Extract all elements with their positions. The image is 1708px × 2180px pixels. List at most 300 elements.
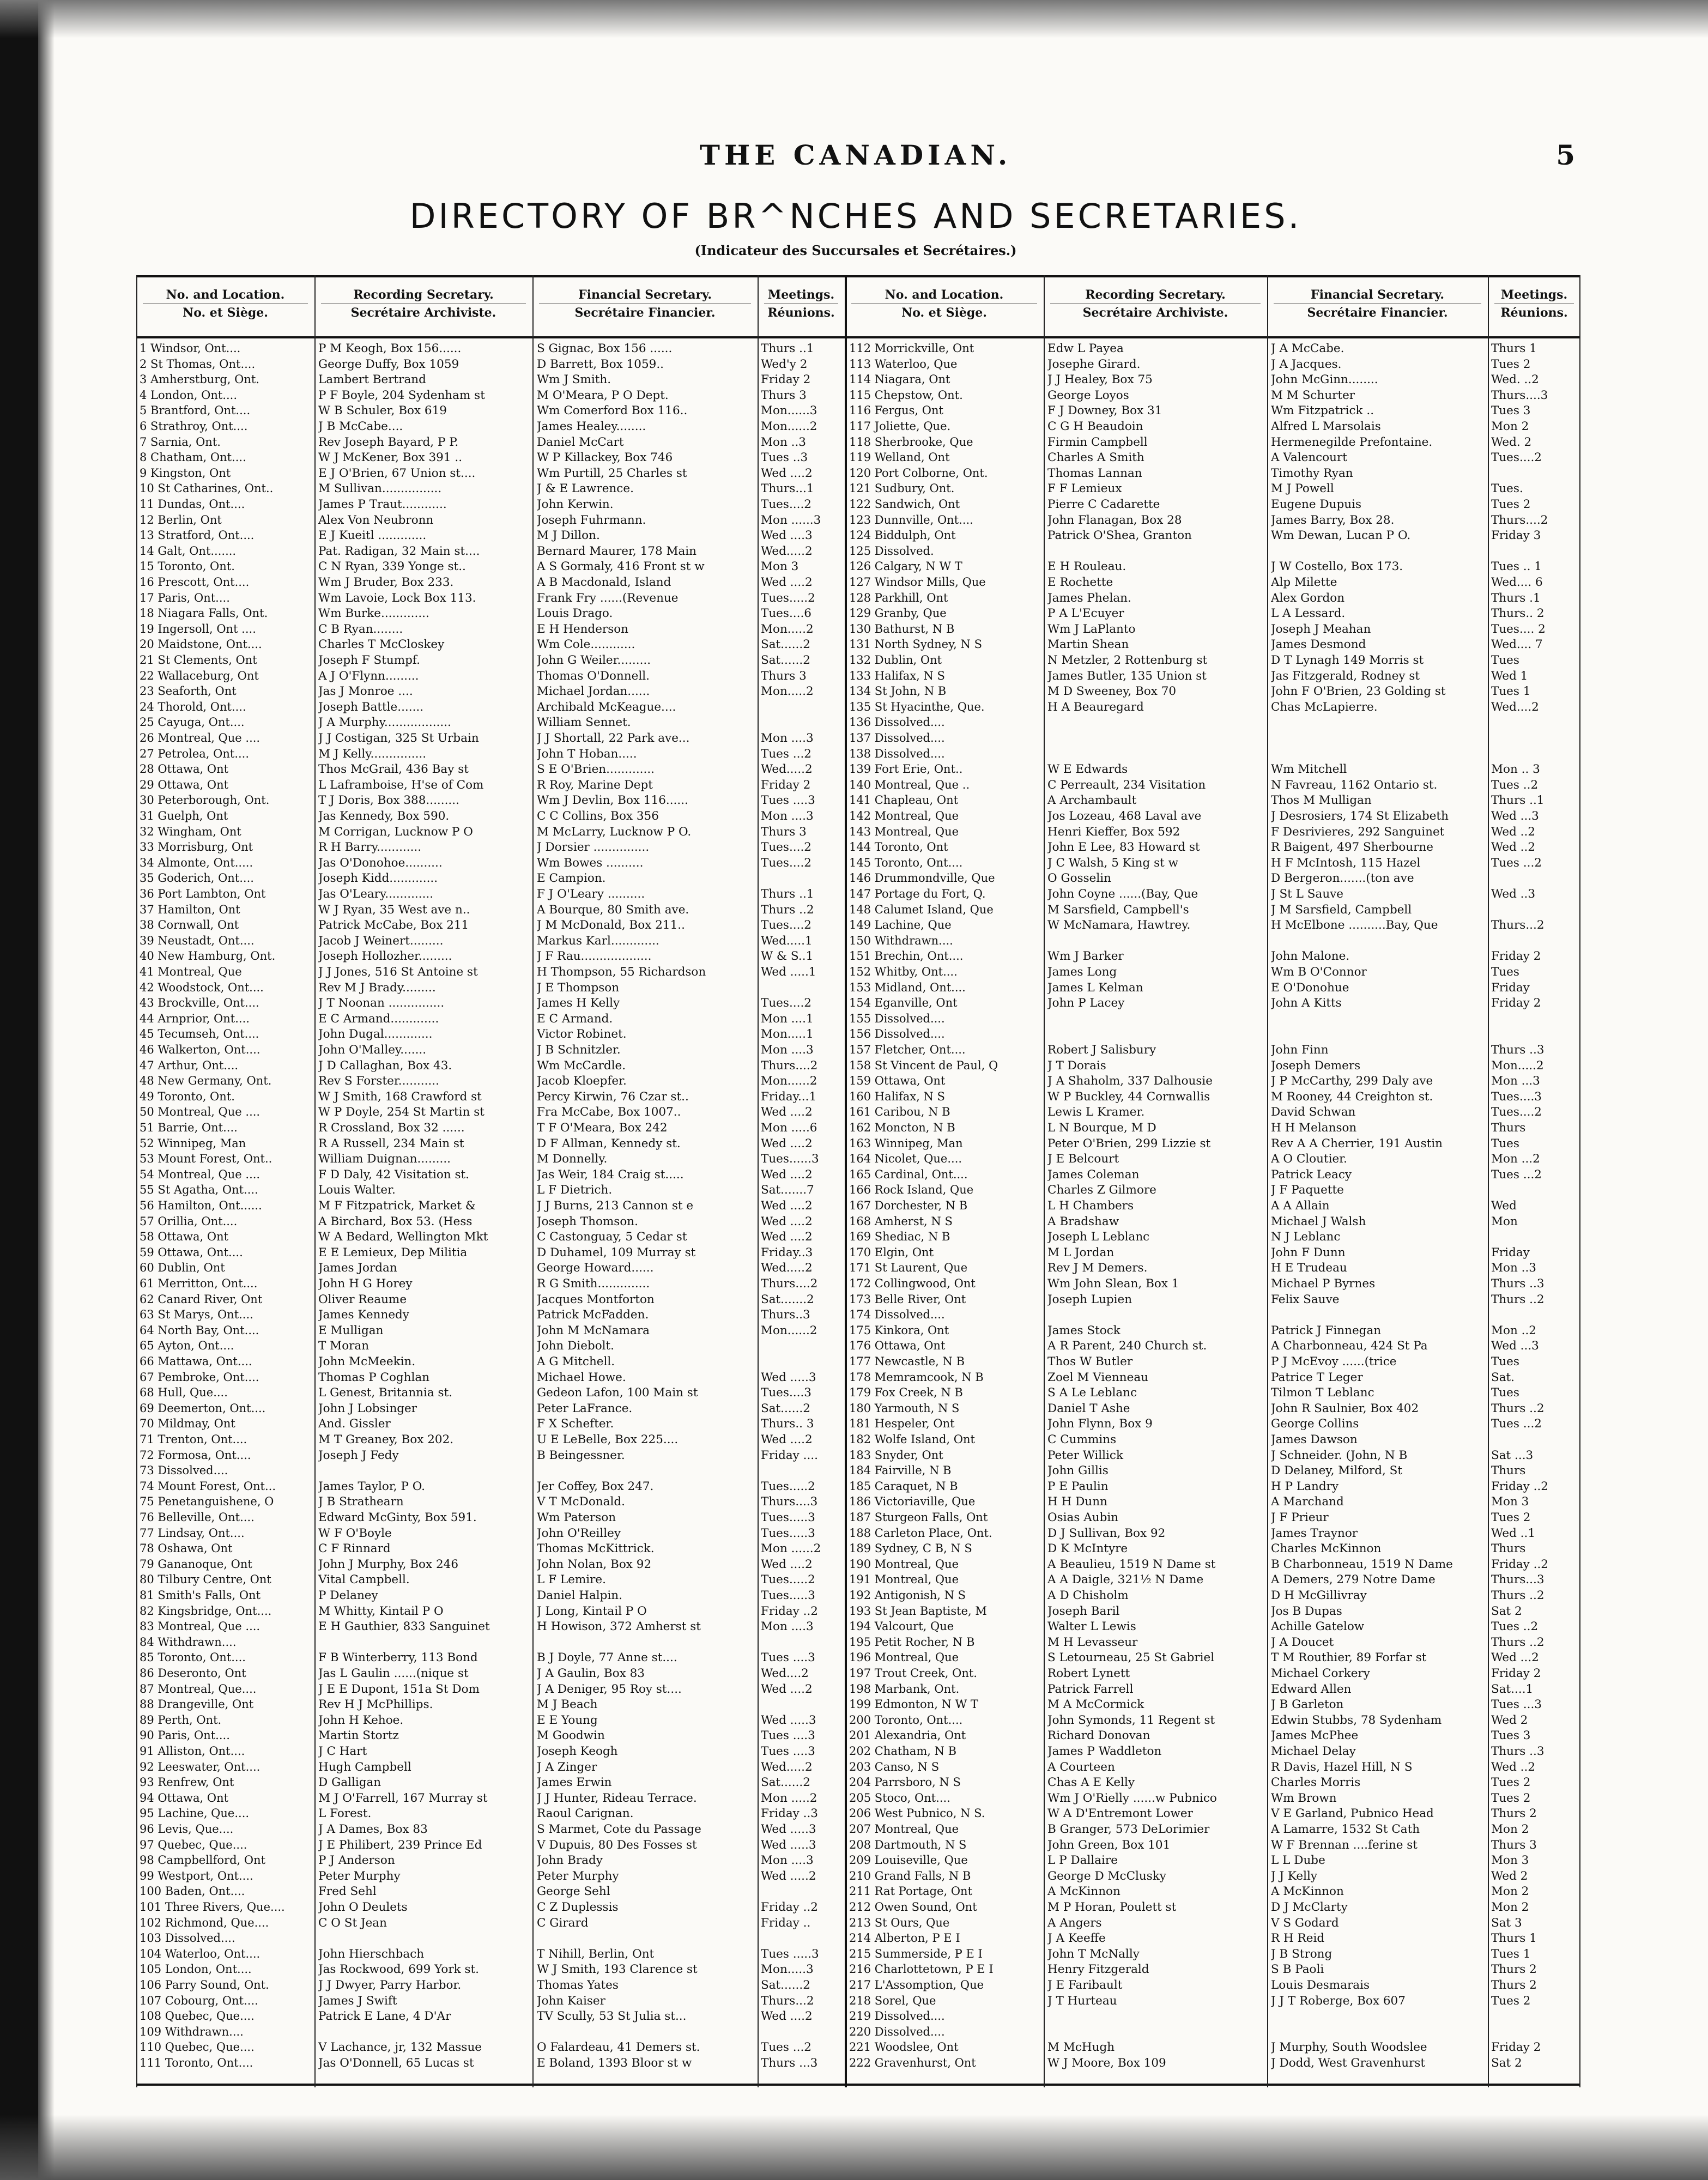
branch-location: 123 Dunnville, Ont....: [849, 513, 973, 526]
recording-secretary: John Symonds, 11 Regent st: [1047, 1713, 1215, 1727]
financial-secretary: P J McEvoy ......(trice: [1271, 1355, 1397, 1368]
recording-secretary: O Gosselin: [1047, 871, 1111, 886]
branch-location: 119 Welland, Ont: [849, 451, 950, 464]
recording-secretary: Henri Kieffer, Box 592: [1047, 825, 1180, 839]
branch-row-right: [136, 341, 1580, 356]
branch-location: 48 New Germany, Ont.: [140, 1074, 272, 1088]
meeting-day: Mon ..3: [1491, 1261, 1536, 1275]
branch-location: 112 Morrickville, Ont: [849, 342, 974, 355]
branch-row-right: [136, 1790, 1580, 1806]
financial-secretary: H F McIntosh, 115 Hazel: [1271, 856, 1421, 870]
meeting-day: Tues.....3: [761, 1526, 815, 1540]
header-fr: Secrétaire Archiviste.: [1082, 306, 1228, 320]
branch-location: 67 Pembroke, Ont....: [140, 1370, 259, 1384]
branch-location: 216 Charlottetown, P E I: [849, 1963, 994, 1976]
branch-location: 109 Withdrawn....: [140, 2025, 244, 2038]
meeting-day: Thurs 2: [1491, 1963, 1537, 1977]
financial-secretary: Daniel Halpin.: [537, 1589, 622, 1602]
meeting-day: Thurs ..2: [1491, 1292, 1545, 1306]
branch-location: 106 Parry Sound, Ont.: [140, 1978, 269, 1991]
financial-secretary: S Marmet, Cote du Passage: [537, 1822, 701, 1836]
meeting-day: Wed .....3: [761, 1822, 816, 1836]
recording-secretary: A Archambault: [1047, 794, 1137, 808]
financial-secretary: E C Armand.: [537, 1012, 613, 1026]
financial-secretary: L L Dube: [1271, 1854, 1325, 1868]
branch-location: 162 Moncton, N B: [849, 1121, 955, 1134]
branch-row-right: [136, 1743, 1580, 1759]
recording-secretary: James Butler, 135 Union st: [1047, 669, 1207, 683]
branch-location: 66 Mattawa, Ont....: [140, 1355, 252, 1368]
branch-location: 192 Antigonish, N S: [849, 1589, 966, 1602]
financial-secretary: Joseph Demers: [1271, 1058, 1361, 1073]
branch-location: 50 Montreal, Que ....: [140, 1105, 261, 1119]
meeting-day: Tues ....3: [761, 1745, 815, 1758]
recording-secretary: Louis Walter.: [318, 1183, 396, 1197]
financial-secretary: R Roy, Marine Dept: [537, 778, 653, 792]
financial-secretary: T M Routhier, 89 Forfar st: [1271, 1651, 1427, 1665]
financial-secretary: Bernard Maurer, 178 Main: [537, 544, 697, 558]
branch-row-right: [136, 902, 1580, 918]
recording-secretary: John Dugal.............: [318, 1027, 433, 1041]
meeting-day: Tues....2: [1491, 1105, 1542, 1119]
recording-secretary: W F O'Boyle: [318, 1526, 392, 1540]
recording-secretary: J E Belcourt: [1047, 1152, 1119, 1166]
meeting-day: Wed ....2: [761, 1214, 813, 1228]
branch-location: 146 Drummondville, Que: [849, 871, 995, 885]
meeting-day: Wed.....2: [761, 544, 813, 558]
meeting-day: Wed.....2: [761, 762, 813, 777]
recording-secretary: Fred Sehl: [318, 1885, 377, 1899]
branch-location: 24 Thorold, Ont....: [140, 700, 246, 713]
financial-secretary: Patrick Leacy: [1271, 1167, 1352, 1182]
branch-location: 100 Baden, Ont....: [140, 1885, 245, 1898]
recording-secretary: James J Swift: [318, 1994, 397, 2008]
meeting-day: Wed ....2: [761, 1557, 813, 1571]
recording-secretary: Richard Donovan: [1047, 1729, 1150, 1743]
meeting-day: Mon .....2: [761, 1791, 817, 1805]
meeting-day: Mon ......3: [761, 513, 821, 527]
meeting-day: Mon......2: [761, 1074, 817, 1088]
branch-location: 79 Gananoque, Ont: [140, 1557, 252, 1571]
recording-secretary: Osias Aubin: [1047, 1511, 1119, 1524]
branch-row-right: [136, 714, 1580, 730]
financial-secretary: Patrick McFadden.: [537, 1308, 649, 1322]
header-en: Meetings.: [1494, 286, 1574, 304]
branch-row-right: [136, 1541, 1580, 1557]
meeting-day: Wed ....2: [761, 1682, 813, 1696]
recording-secretary: L H Chambers: [1047, 1199, 1134, 1213]
meeting-day: Mon 2: [1491, 420, 1529, 433]
branch-location: 175 Kinkora, Ont: [849, 1323, 949, 1337]
branch-location: 127 Windsor Mills, Que: [849, 576, 986, 589]
table-top-rule: [136, 275, 1580, 277]
recording-secretary: John Green, Box 101: [1047, 1838, 1171, 1852]
financial-secretary: D Delaney, Milford, St: [1271, 1464, 1403, 1478]
header-en: No. and Location.: [851, 286, 1037, 304]
meeting-day: Mon ...3: [1491, 1074, 1540, 1088]
branch-row-right: [136, 1323, 1580, 1339]
meeting-day: Wed.....1: [761, 934, 813, 948]
financial-secretary: John A Kitts: [1271, 996, 1342, 1010]
meeting-day: Wed ....2: [761, 1105, 813, 1119]
recording-secretary: N Metzler, 2 Rottenburg st: [1047, 653, 1208, 667]
recording-secretary: W B Schuler, Box 619: [318, 404, 447, 418]
branch-row-right: [136, 605, 1580, 621]
recording-secretary: Wm J O'Rielly ......w Pubnico: [1047, 1791, 1217, 1805]
financial-secretary: Wm Mitchell: [1271, 762, 1347, 777]
meeting-day: Wed ....2: [761, 1433, 813, 1446]
meeting-day: Tues: [1491, 653, 1519, 667]
branch-row-right: [136, 465, 1580, 481]
branch-location: 145 Toronto, Ont....: [849, 856, 963, 869]
meeting-day: Tues 2: [1491, 498, 1531, 511]
financial-secretary: Patrice T Leger: [1271, 1370, 1363, 1384]
branch-location: 139 Fort Erie, Ont..: [849, 762, 963, 776]
branch-row-right: [136, 777, 1580, 793]
financial-secretary: Wm Paterson: [537, 1511, 616, 1524]
recording-secretary: P Delaney: [318, 1589, 378, 1602]
recording-secretary: E H Rouleau.: [1047, 560, 1126, 574]
recording-secretary: M Sullivan................: [318, 482, 442, 496]
branch-location: 218 Sorel, Que: [849, 1994, 936, 2007]
branch-location: 62 Canard River, Ont: [140, 1292, 263, 1306]
financial-secretary: V E Garland, Pubnico Head: [1271, 1807, 1434, 1821]
meeting-day: Thurs...2: [1491, 918, 1545, 932]
recording-secretary: J C Walsh, 5 King st w: [1047, 856, 1179, 870]
meeting-day: Mon ....3: [761, 1620, 814, 1634]
branch-location: 47 Arthur, Ont....: [140, 1058, 239, 1072]
branch-location: 137 Dissolved....: [849, 731, 945, 744]
meeting-day: Mon ....3: [761, 1043, 814, 1057]
branch-location: 214 Alberton, P E I: [849, 1931, 960, 1945]
financial-secretary: Jas Fitzgerald, Rodney st: [1271, 669, 1420, 683]
branch-location: 38 Cornwall, Ont: [140, 918, 239, 932]
branch-location: 80 Tilbury Centre, Ont: [140, 1573, 271, 1586]
recording-secretary: Wm Lavoie, Lock Box 113.: [318, 591, 476, 605]
financial-secretary: Jacob Kloepfer.: [537, 1074, 627, 1088]
branch-location: 159 Ottawa, Ont: [849, 1074, 946, 1088]
meeting-day: Tues ..2: [1491, 778, 1539, 792]
meeting-day: Tues....2: [1491, 451, 1542, 465]
recording-secretary: John Hierschbach: [318, 1947, 425, 1961]
financial-secretary: George Howard......: [537, 1261, 654, 1275]
branch-location: 211 Rat Portage, Ont: [849, 1885, 973, 1898]
branch-location: 91 Alliston, Ont....: [140, 1745, 245, 1758]
branch-location: 1 Windsor, Ont....: [140, 342, 241, 355]
financial-secretary: John O'Reilley: [537, 1526, 621, 1540]
meeting-day: Wed 2: [1491, 1869, 1528, 1883]
recording-secretary: B Granger, 573 DeLorimier: [1047, 1822, 1210, 1836]
recording-secretary: J T Dorais: [1047, 1058, 1106, 1073]
branch-location: 46 Walkerton, Ont....: [140, 1043, 261, 1056]
branch-location: 195 Petit Rocher, N B: [849, 1635, 975, 1649]
recording-secretary: Rev J M Demers.: [1047, 1261, 1148, 1275]
recording-secretary: E H Gauthier, 833 Sanguinet: [318, 1620, 490, 1634]
recording-secretary: P E Paulin: [1047, 1479, 1109, 1493]
page-number: 5: [1556, 139, 1575, 171]
financial-secretary: J Dorsier ...............: [537, 840, 650, 855]
meeting-day: Mon 3: [1491, 1495, 1529, 1509]
recording-secretary: W J Ryan, 35 West ave n..: [318, 903, 470, 917]
branch-row-right: [136, 1650, 1580, 1666]
financial-secretary: M McLarry, Lucknow P O.: [537, 825, 692, 839]
branch-row-right: [136, 1946, 1580, 1962]
branch-location: 178 Memramcook, N B: [849, 1370, 984, 1384]
recording-secretary: Jas J Monroe ....: [318, 685, 413, 699]
branch-row-right: [136, 512, 1580, 528]
recording-secretary: J D Callaghan, Box 43.: [318, 1058, 452, 1073]
branch-location: 73 Dissolved....: [140, 1464, 228, 1477]
branch-location: 2 St Thomas, Ont....: [140, 357, 256, 371]
branch-row-right: [136, 543, 1580, 559]
financial-secretary: Timothy Ryan: [1271, 466, 1353, 480]
recording-secretary: Joseph Hollozher.........: [318, 949, 452, 964]
financial-secretary: T F O'Meara, Box 242: [537, 1121, 668, 1135]
recording-secretary: John McMeekin.: [318, 1355, 416, 1368]
financial-secretary: M M Schurter: [1271, 388, 1355, 402]
branch-location: 55 St Agatha, Ont....: [140, 1183, 258, 1197]
meeting-day: Tues.... 2: [1491, 622, 1546, 636]
branch-location: 117 Joliette, Que.: [849, 420, 951, 433]
branch-row-right: [136, 1401, 1580, 1416]
recording-secretary: M J O'Farrell, 167 Murray st: [318, 1791, 488, 1805]
recording-secretary: Hugh Campbell: [318, 1760, 411, 1774]
branch-location: 131 North Sydney, N S: [849, 638, 982, 651]
recording-secretary: M P Horan, Poulett st: [1047, 1900, 1177, 1914]
meeting-day: Wed .....2: [761, 1869, 816, 1883]
financial-secretary: A Charbonneau, 424 St Pa: [1271, 1339, 1428, 1353]
branch-row-right: [136, 1042, 1580, 1058]
financial-secretary: W J Smith, 193 Clarence st: [537, 1963, 698, 1977]
branch-location: 198 Marbank, Ont.: [849, 1682, 960, 1695]
financial-secretary: Thomas Yates: [537, 1978, 619, 1992]
branch-location: 35 Goderich, Ont....: [140, 871, 254, 885]
branch-location: 17 Paris, Ont....: [140, 591, 230, 604]
financial-secretary: V T McDonald.: [537, 1495, 625, 1509]
branch-location: 155 Dissolved....: [849, 1012, 945, 1025]
meeting-day: W & S..1: [761, 949, 814, 964]
recording-secretary: P A L'Ecuyer: [1047, 607, 1124, 621]
meeting-day: Friday 2: [1491, 996, 1541, 1010]
branch-location: 143 Montreal, Que: [849, 825, 959, 838]
meeting-day: Tues....2: [761, 498, 811, 511]
branch-location: 212 Owen Sound, Ont: [849, 1900, 977, 1913]
meeting-day: Mon 3: [1491, 1854, 1529, 1868]
branch-location: 29 Ottawa, Ont: [140, 778, 229, 791]
branch-row-right: [136, 1385, 1580, 1401]
financial-secretary: J Desrosiers, 174 St Elizabeth: [1271, 809, 1449, 823]
recording-secretary: Jas O'Donohoe..........: [318, 856, 443, 870]
branch-location: 54 Montreal, Que ....: [140, 1167, 261, 1181]
branch-location: 184 Fairville, N B: [849, 1464, 952, 1477]
recording-secretary: Joseph J Fedy: [318, 1448, 399, 1462]
recording-secretary: Thomas P Coghlan: [318, 1370, 430, 1384]
financial-secretary: B Beingessner.: [537, 1448, 625, 1462]
branch-location: 174 Dissolved....: [849, 1308, 945, 1322]
recording-secretary: Thomas Lannan: [1047, 466, 1142, 480]
meeting-day: Wed ..2: [1491, 840, 1536, 855]
meeting-day: Thurs....2: [1491, 513, 1548, 527]
branch-row-right: [136, 481, 1580, 496]
meeting-day: Sat......2: [761, 1401, 810, 1415]
meeting-day: Sat.......7: [761, 1183, 814, 1197]
financial-secretary: William Sennet.: [537, 716, 631, 730]
financial-secretary: C Castonguay, 5 Cedar st: [537, 1230, 687, 1244]
branch-location: 13 Stratford, Ont....: [140, 529, 255, 542]
financial-secretary: D Duhamel, 109 Murray st: [537, 1245, 696, 1259]
recording-secretary: Patrick McCabe, Box 211: [318, 918, 469, 932]
recording-secretary: Daniel T Ashe: [1047, 1401, 1130, 1415]
financial-secretary: F X Schefter.: [537, 1417, 614, 1431]
recording-secretary: A Angers: [1047, 1916, 1102, 1930]
branch-location: 60 Dublin, Ont: [140, 1261, 225, 1275]
branch-location: 222 Gravenhurst, Ont: [849, 2056, 976, 2069]
recording-secretary: R A Russell, 234 Main st: [318, 1136, 464, 1150]
meeting-day: Mon.....2: [1491, 1058, 1544, 1073]
branch-location: 205 Stoco, Ont....: [849, 1791, 950, 1804]
meeting-day: Sat 3: [1491, 1916, 1522, 1930]
branch-location: 93 Renfrew, Ont: [140, 1776, 234, 1789]
financial-secretary: Michael Howe.: [537, 1370, 626, 1384]
branch-location: 172 Collingwood, Ont: [849, 1277, 976, 1290]
meeting-day: Tues.....2: [761, 591, 815, 605]
branch-location: 20 Maidstone, Ont....: [140, 638, 262, 651]
branch-location: 118 Sherbrooke, Que: [849, 435, 973, 449]
recording-secretary: A Bradshaw: [1047, 1214, 1119, 1228]
branch-location: 61 Merritton, Ont....: [140, 1277, 258, 1290]
header-fr: No. et Siège.: [901, 306, 987, 320]
meeting-day: Tues....2: [761, 918, 811, 932]
branch-row-right: [136, 1136, 1580, 1152]
branch-location: 99 Westport, Ont....: [140, 1869, 253, 1882]
branch-row-right: [136, 1494, 1580, 1510]
header-location-left: [136, 286, 314, 322]
branch-row-right: [136, 2055, 1580, 2071]
branch-location: 37 Hamilton, Ont: [140, 903, 240, 916]
recording-secretary: Chas A E Kelly: [1047, 1776, 1135, 1790]
financial-secretary: D F Allman, Kennedy st.: [537, 1136, 681, 1150]
recording-secretary: Oliver Reaume: [318, 1292, 407, 1306]
recording-secretary: John H Kehoe.: [318, 1713, 404, 1727]
recording-secretary: Josephe Girard.: [1047, 357, 1141, 371]
financial-secretary: J A McCabe.: [1271, 342, 1344, 355]
branch-location: 163 Winnipeg, Man: [849, 1136, 963, 1150]
meeting-day: Mon ......2: [761, 1542, 821, 1556]
recording-secretary: R Crossland, Box 32 ......: [318, 1121, 465, 1135]
meeting-day: Friday 2: [1491, 1667, 1541, 1680]
recording-secretary: C F Rinnard: [318, 1542, 391, 1556]
meeting-day: Wed....2: [1491, 700, 1539, 714]
branch-row-right: [136, 808, 1580, 824]
financial-secretary: S Gignac, Box 156 ......: [537, 342, 673, 355]
financial-secretary: A G Mitchell.: [537, 1355, 615, 1368]
meeting-day: Mon ..3: [761, 435, 806, 449]
meeting-day: Wed ....2: [761, 2009, 813, 2024]
meeting-day: Wed ..3: [1491, 887, 1536, 901]
recording-secretary: John E Lee, 83 Howard st: [1047, 840, 1200, 855]
meeting-day: Wed ..2: [1491, 1760, 1536, 1774]
header-fr: Réunions.: [1500, 306, 1568, 320]
branch-location: 188 Carleton Place, Ont.: [849, 1526, 992, 1540]
financial-secretary: A A Allain: [1271, 1199, 1330, 1213]
branch-location: 157 Fletcher, Ont....: [849, 1043, 966, 1056]
branch-location: 40 New Hamburg, Ont.: [140, 949, 276, 963]
branch-location: 206 West Pubnico, N S.: [849, 1807, 985, 1820]
meeting-day: Sat......2: [761, 1776, 810, 1790]
financial-secretary: Wm Cole............: [537, 638, 635, 652]
branch-location: 81 Smith's Falls, Ont: [140, 1589, 261, 1602]
meeting-day: Sat ...3: [1491, 1448, 1534, 1462]
financial-secretary: Wm Fitzpatrick ..: [1271, 404, 1374, 418]
meeting-day: Thurs 3: [761, 388, 807, 402]
recording-secretary: James P Waddleton: [1047, 1745, 1162, 1758]
branch-location: 158 St Vincent de Paul, Q: [849, 1058, 998, 1072]
branch-location: 217 L'Assomption, Que: [849, 1978, 984, 1991]
financial-secretary: Victor Robinet.: [537, 1027, 627, 1041]
financial-secretary: E Boland, 1393 Bloor st w: [537, 2056, 692, 2070]
recording-secretary: James Coleman: [1047, 1167, 1140, 1182]
branch-location: 124 Biddulph, Ont: [849, 529, 956, 542]
financial-secretary: Edward Allen: [1271, 1682, 1352, 1696]
meeting-day: Tues 3: [1491, 1729, 1531, 1743]
branch-location: 189 Sydney, C B, N S: [849, 1542, 972, 1555]
recording-secretary: Pierre C Cadarette: [1047, 498, 1160, 511]
financial-secretary: A Lamarre, 1532 St Cath: [1271, 1822, 1420, 1836]
branch-location: 110 Quebec, Que....: [140, 2040, 255, 2054]
branch-location: 3 Amherstburg, Ont.: [140, 373, 259, 386]
branch-location: 83 Montreal, Que ....: [140, 1620, 261, 1633]
meeting-day: Thurs ..3: [1491, 1277, 1545, 1291]
meeting-day: Mon.....2: [761, 685, 814, 699]
recording-secretary: A A Daigle, 321½ N Dame: [1047, 1573, 1204, 1587]
financial-secretary: H Howison, 372 Amherst st: [537, 1620, 701, 1634]
recording-secretary: W E Edwards: [1047, 762, 1128, 777]
branch-location: 151 Brechin, Ont....: [849, 949, 964, 963]
meeting-day: Tues ..2: [1491, 1620, 1539, 1634]
recording-secretary: Rev M J Brady.........: [318, 980, 436, 995]
branch-row-right: [136, 1198, 1580, 1214]
meeting-day: Thurs ..2: [1491, 1635, 1545, 1649]
financial-secretary: J Murphy, South Woodslee: [1271, 2040, 1427, 2055]
financial-secretary: R Davis, Hazel Hill, N S: [1271, 1760, 1413, 1774]
header-fr: No. et Siège.: [183, 306, 268, 320]
recording-secretary: M T Greaney, Box 202.: [318, 1433, 454, 1446]
financial-secretary: N J Leblanc: [1271, 1230, 1341, 1244]
recording-secretary: John J Lobsinger: [318, 1401, 417, 1415]
header-meetings-left: [758, 286, 845, 322]
recording-secretary: Walter L Lewis: [1047, 1620, 1136, 1634]
branch-row-right: [136, 372, 1580, 387]
branch-row-right: [136, 1930, 1580, 1946]
branch-row-right: [136, 980, 1580, 996]
meeting-day: Mon.....1: [761, 1027, 814, 1041]
branch-row-right: [136, 1089, 1580, 1105]
financial-secretary: Michael Jordan......: [537, 685, 650, 699]
financial-secretary: James Traynor: [1271, 1526, 1358, 1540]
recording-secretary: Wm Burke.............: [318, 607, 429, 621]
financial-secretary: John Finn: [1271, 1043, 1329, 1057]
financial-secretary: M J Beach: [537, 1698, 598, 1712]
financial-secretary: Jas Weir, 184 Craig st.....: [537, 1167, 684, 1182]
recording-secretary: J E E Dupont, 151a St Dom: [318, 1682, 480, 1696]
financial-secretary: Daniel McCart: [537, 435, 624, 449]
recording-secretary: James Taylor, P O.: [318, 1479, 425, 1493]
financial-secretary: Eugene Dupuis: [1271, 498, 1362, 511]
recording-secretary: E C Armand.............: [318, 1012, 439, 1026]
branch-row-right: [136, 886, 1580, 902]
financial-secretary: John Malone.: [1271, 949, 1350, 964]
branch-row-right: [136, 434, 1580, 450]
